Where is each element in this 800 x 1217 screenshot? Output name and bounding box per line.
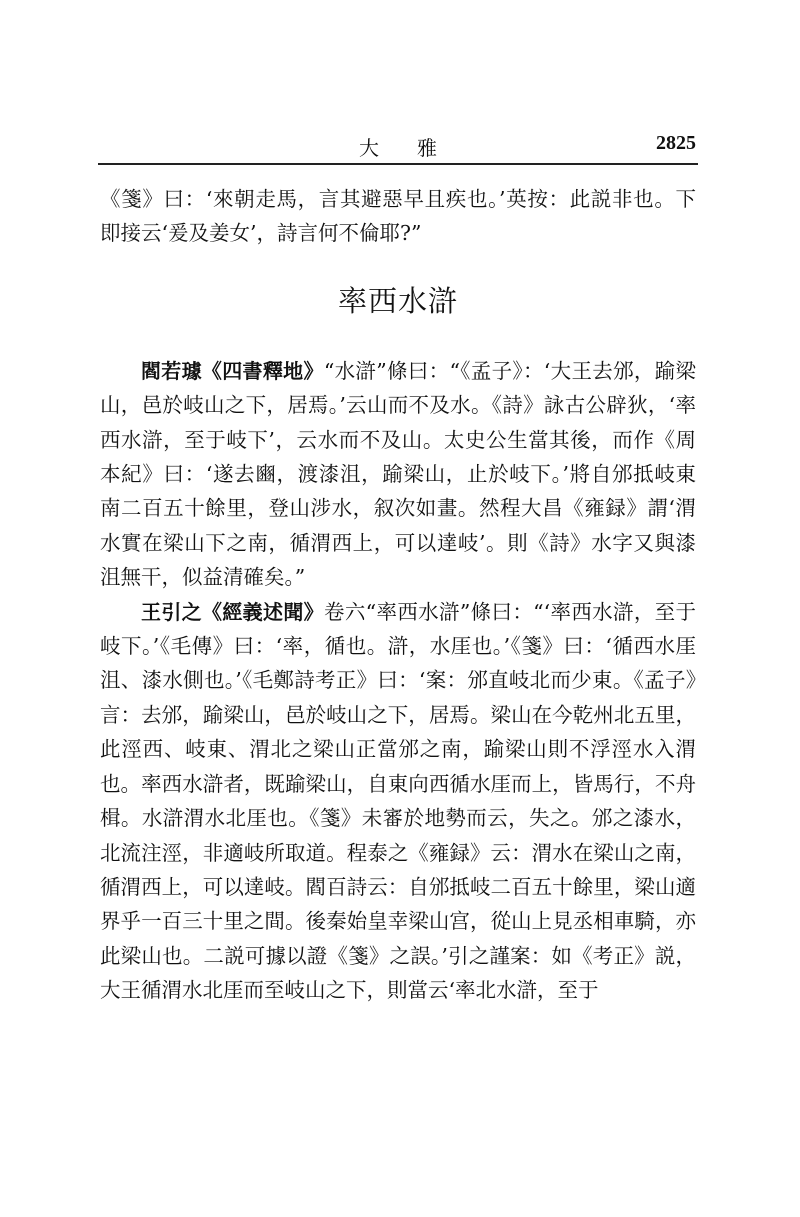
paragraph-yan-ruoqu — [100, 354, 696, 595]
paragraph-text: 卷六“率西水滸”條曰：“‘率西水滸，至于岐下。’《毛傳》曰：‘率，循也。滸，水厓也。’《箋》曰：‘循西水厓沮、漆水側也。’《毛鄭詩考正》曰：‘案：邠直岐北而少東。《孟子》言：去邠，踰梁山，邑於岐山之下，居焉。梁山在今乾州北五里，此涇西、岐東、渭北之梁山正當邠之南，踰梁山則不浮涇水入渭也。率西水滸者，既踰梁山，自東向西循水厓而上，皆馬行，不舟楫。水滸渭水北厓也。《箋》未審於地勢而云，失之。邠之漆水，北流注涇，非適岐所取道。程泰之《雍録》云：渭水在梁山之南，循渭西上，可以達岐。閻百詩云：自邠抵岐二百五十餘里，梁山適界乎一百三十里之間。後秦始皇幸梁山宫，從山上見丞相車騎，亦此梁山也。二説可據以證《箋》之誤。’引之謹案：如《考正》説，大王循渭水北厓而至岐山之下，則當云‘率北水滸，至于 — [100, 599, 696, 1003]
section-title: 率西水滸 — [337, 283, 458, 318]
paragraph-wang-yinzhi — [100, 595, 696, 1008]
paragraph-lead: 王引之《經義述聞》 — [141, 599, 325, 624]
intro-paragraph: 《箋》曰：‘來朝走馬，言其避惡早且疾也。’英按：此説非也。下即接云‘爰及姜女’，詩言何不倫耶?” — [100, 187, 696, 246]
body-text — [100, 182, 696, 1008]
page-number: 2825 — [656, 132, 696, 154]
paragraph-text: “水滸”條曰：“《孟子》：‘大王去邠，踰梁山，邑於岐山之下，居焉。’云山而不及水。《詩》詠古公辟狄，‘率西水滸，至于岐下’，云水而不及山。太史公生當其後，而作《周本紀》曰：‘遂去豳，渡漆沮，踰梁山，止於岐下。’將自邠抵岐東南二百五十餘里，登山涉水，叙次如畫。然程大昌《雍録》謂‘渭水實在梁山下之南，循渭西上，可以達岐’。則《詩》水字又與漆沮無干，似益清確矣。” — [100, 358, 696, 590]
running-head-title: 大雅 — [359, 136, 475, 160]
paragraph-lead: 閻若璩《四書釋地》 — [141, 358, 324, 383]
header-rule — [98, 163, 698, 165]
running-head — [98, 128, 698, 164]
